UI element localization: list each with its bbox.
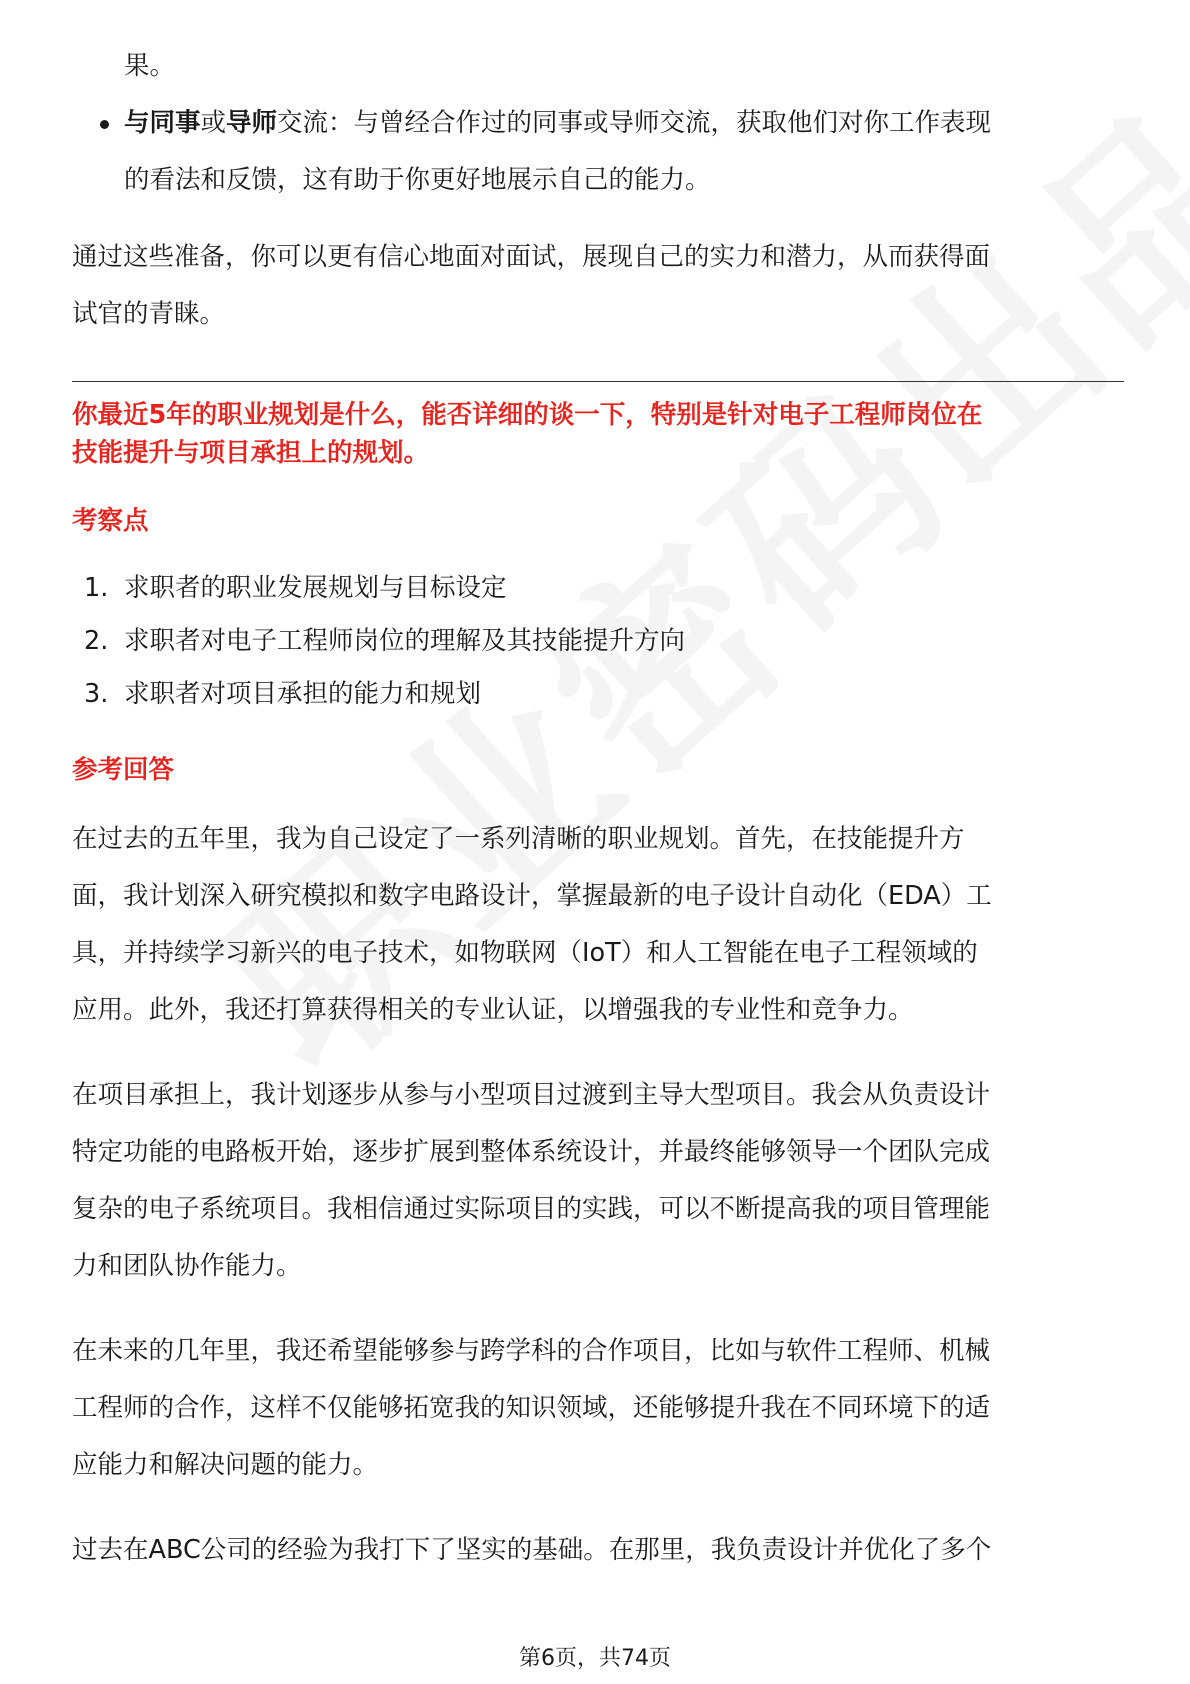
answer-line: 复杂的电子系统项目。我相信通过实际项目的实践，可以不断提高我的项目管理能 xyxy=(72,1194,991,1224)
answer-paragraph-3 xyxy=(72,1323,1124,1494)
point-number: 2. xyxy=(84,626,109,656)
bullet-bold-mentor: 导师 xyxy=(226,108,278,138)
answer-line: 在项目承担上，我计划逐步从参与小型项目过渡到主导大型项目。我会从负责设计 xyxy=(72,1080,991,1110)
answer-line: 特定功能的电路板开始，逐步扩展到整体系统设计，并最终能够领导一个团队完成 xyxy=(72,1137,991,1167)
assessment-point xyxy=(72,668,1124,721)
continuation-text: 果。 xyxy=(124,51,176,81)
answer-line: 在过去的五年里，我为自己设定了一系列清晰的职业规划。首先，在技能提升方 xyxy=(72,824,965,854)
page-footer: 第6页，共74页 xyxy=(519,1646,671,1671)
question-line2: 技能提升与项目承担上的规划。 xyxy=(72,438,430,468)
bullet-text-line1: 交流：与曾经合作过的同事或导师交流，获取他们对你工作表现 xyxy=(277,108,992,138)
answer-line: 在未来的几年里，我还希望能够参与跨学科的合作项目，比如与软件工程师、机械 xyxy=(72,1336,991,1366)
answer-line: 工程师的合作，这样不仅能够拓宽我的知识领域，还能够提升我在不同环境下的适 xyxy=(72,1393,991,1423)
answer-line: 力和团队协作能力。 xyxy=(72,1251,302,1281)
assessment-point xyxy=(72,615,1124,668)
assessment-points xyxy=(72,562,1124,721)
answer-paragraph-2 xyxy=(72,1067,1124,1295)
answer-line: 过去在ABC公司的经验为我打下了坚实的基础。在那里，我负责设计并优化了多个 xyxy=(72,1535,992,1565)
summary-line1: 通过这些准备，你可以更有信心地面对面试，展现自己的实力和潜力，从而获得面 xyxy=(72,242,991,272)
answer-paragraph-4 xyxy=(72,1522,1124,1579)
answer-line: 面，我计划深入研究模拟和数字电路设计，掌握最新的电子设计自动化（EDA）工 xyxy=(72,881,992,911)
assessment-heading: 考察点 xyxy=(72,506,149,536)
question-title xyxy=(72,396,1124,472)
bullet-item-colleague xyxy=(72,95,1124,209)
answer-heading: 参考回答 xyxy=(72,755,175,785)
point-text: 求职者对项目承担的能力和规划 xyxy=(124,679,482,709)
bullet-text-line2: 的看法和反馈，这有助于你更好地展示自己的能力。 xyxy=(124,165,711,195)
bullet-bold-colleague: 与同事 xyxy=(124,108,201,138)
assessment-point xyxy=(72,562,1124,615)
point-number: 3. xyxy=(84,679,109,709)
summary-paragraph xyxy=(72,229,1124,343)
bullet-list xyxy=(72,95,1124,209)
section-divider xyxy=(72,381,1124,382)
question-line1: 你最近5年的职业规划是什么，能否详细的谈一下，特别是针对电子工程师岗位在 xyxy=(72,400,983,430)
answer-line: 具，并持续学习新兴的电子技术，如物联网（IoT）和人工智能在电子工程领域的 xyxy=(72,938,978,968)
point-number: 1. xyxy=(84,573,109,603)
point-text: 求职者的职业发展规划与目标设定 xyxy=(124,573,507,603)
point-text: 求职者对电子工程师岗位的理解及其技能提升方向 xyxy=(124,626,686,656)
answer-paragraph-1 xyxy=(72,811,1124,1039)
summary-line2: 试官的青睐。 xyxy=(72,299,226,329)
bullet-mid: 或 xyxy=(200,108,227,138)
answer-line: 应用。此外，我还打算获得相关的专业认证，以增强我的专业性和竞争力。 xyxy=(72,995,914,1025)
bullet-dot-icon xyxy=(100,120,109,129)
page-content xyxy=(72,38,1124,1579)
answer-line: 应能力和解决问题的能力。 xyxy=(72,1450,379,1480)
